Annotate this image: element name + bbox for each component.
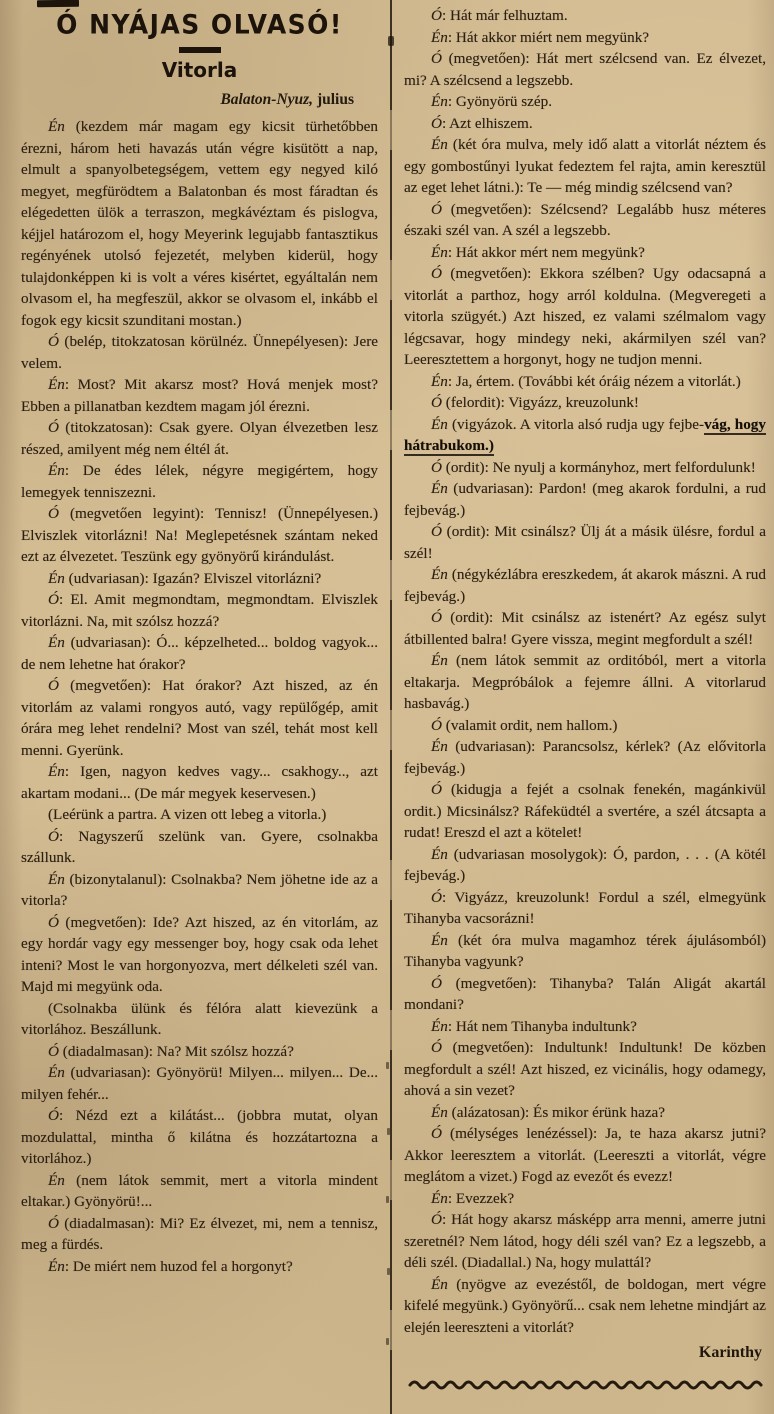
dialogue-paragraph: Én (udvariasan mosolygok): Ó, pardon, . . . (A kötél fejbevág.) [404,845,766,884]
article-title: Ó NYÁJAS OLVASÓ! [56,9,343,40]
dialogue-paragraph: Ó: Vigyázz, kreuzolunk! Fordul a szél, elmegyünk Tihanyba vacsorázni! [404,888,766,927]
ink-blob [388,36,394,46]
speaker-label: Én [431,931,448,949]
speaker-label: Ó [431,609,442,626]
dialogue-paragraph: Én (nyögve az evezéstől, de boldogan, mert végre kifelé megyünk.) Gyönyörű... csak nem lehetne mindjárt az elején leereszteni a vitorlát? [404,1275,766,1336]
dialogue-paragraph: Én: De miért nem huzod fel a horgonyt? [48,1257,293,1275]
speaker-label: Én [431,372,448,390]
speaker-label: Én [48,376,65,393]
dialogue-paragraph: Én (alázatosan): És mikor érünk haza? [431,1103,666,1121]
dialogue-paragraph: Ó (megvetően): Szélcsend? Legalább husz méteres északi szél van. A szél a legszebb. [404,200,766,239]
underlined-heavy-text: vág, hogy hátrabukom.) [404,415,766,454]
dialogue-paragraph: Én (négykézlábra ereszkedem, át akarok mászni. A rud fejbevág.) [404,566,766,605]
dialogue-paragraph: Én: Evezzek? [431,1189,515,1207]
speaker-label: Ó [431,200,442,218]
left-column-text [21,116,378,1277]
dialogue-paragraph: Én (nem látok semmit, mert a vitorla mindent eltakar.) Gyönyörü!... [21,1171,378,1210]
dialogue-paragraph: Ó (diadalmasan): Na? Mit szólsz hozzá? [48,1042,294,1060]
right-column-text [404,5,766,1338]
speaker-label: Ó [48,333,59,350]
speaker-label: Én [48,118,65,135]
dialogue-paragraph: Én: Hát nem Tihanyba indultunk? [431,1017,637,1035]
dialogue-paragraph: Ó (megvetően): Ide? Azt hiszed, az én vitorlám, az egy hordár vagy egy messenger boy, hogy csak oda lehet inteni? Most le van horgonyozva, mert délkeleti szél van. Majd mi megyünk oda. [21,913,378,995]
dialogue-paragraph: Ó: Nagyszerű szelünk van. Gyere, csolnakba szállunk. [21,827,378,866]
dialogue-paragraph: Én (két óra mulva, mely idő alatt a vitorlát néztem és egy gombostűnyi lyukat fedeztem fel rajta, amin keresztül az eget lehet látni.): Te — még mindig szélcsend van? [404,136,766,196]
speaker-label: Ó [48,1214,59,1232]
speaker-label: Én [48,870,65,888]
dialogue-paragraph: Én: Hát akkor mért nem megyünk? [431,243,645,261]
speaker-label: Én [431,28,448,46]
dialogue-paragraph: Ó (megvetően): Hát mert szélcsend van. Ez élvezet, mi? A szélcsend a legszebb. [404,50,766,89]
speaker-label: Ó [48,827,59,845]
dialogue-paragraph: Én (udvariasan): Igazán? Elviszel vitorlázni? [48,569,322,587]
dialogue-paragraph: Ó (valamit ordit, nem hallom.) [431,716,618,734]
dialogue-paragraph: Én: Ja, értem. (További két óráig nézem a vitorlát.) [431,372,741,390]
dialogue-paragraph: Ó (diadalmasan): Mi? Ez élvezet, mi, nem a tennisz, meg a fürdés. [21,1214,378,1253]
dialogue-paragraph: Ó (ordit): Mit csinálsz az istenért? Az egész sulyt átbillented balra! Gyere vissza, megint megfordult a szél! [404,609,766,648]
margin-ink-tick [387,1268,390,1275]
dialogue-paragraph: Ó (megvetően): Tihanyba? Talán Aligát akartál mondani? [404,974,766,1013]
speaker-label: Ó [48,913,59,931]
dialogue-paragraph: Ó (megvetően): Indultunk! Indultunk! De közben megfordult a szél! Azt hiszed, ez vicinális, hogy odamegy, ahová a sin vezet? [404,1039,766,1099]
speaker-label: Én [48,634,65,651]
speaker-label: Én [431,652,448,669]
column-divider-rule [390,0,392,1414]
dialogue-paragraph: Ó: Hát hogy akarsz másképp arra menni, amerre jutni szeretnél? Nem látod, hogy déli szél van? Ez a legszebb, a déli szél. (Diadallal.) Na, hogy mulattál? [404,1211,766,1271]
dialogue-paragraph: Én: Most? Mit akarsz most? Hová menjek most? Ebben a pillanatban kezdtem magam jól érezni. [21,376,378,415]
margin-ink-tick [387,1128,390,1135]
speaker-label: Én [431,1275,448,1293]
speaker-label: Ó [48,591,59,608]
speaker-label: Én [48,462,65,479]
dialogue-paragraph: Ó: Nézd ezt a kilátást... (jobbra mutat, olyan mozdulattal, mintha ő kilátna és hozzátartozna a vitorlához.) [21,1107,378,1167]
dialogue-paragraph: Én (udvariasan): Parancsolsz, kérlek? (Az elővitorla fejbevág.) [404,738,766,777]
speaker-label: Én [431,480,448,497]
speaker-label: Ó [431,781,442,798]
speaker-label: Én [431,1103,448,1121]
dialogue-paragraph: Én (udvariasan): Ó... képzelheted... boldog vagyok... de nem lehetne hat órakor? [21,634,378,673]
speaker-label: Ó [48,505,59,522]
dialogue-paragraph: Én (vigyázok. A vitorla alsó rudja ugy fejbe-vág, hogy hátrabukom.) [404,415,766,454]
speaker-label: Ó [431,1211,442,1228]
speaker-label: Ó [431,458,442,476]
dialogue-paragraph: Ó (belép, titokzatosan körülnéz. Ünnepélyesen): Jere velem. [21,333,378,372]
dialogue-paragraph: (Csolnakba ülünk és félóra alatt kievezünk a vitorlához. Beszállunk. [21,999,378,1038]
dialogue-paragraph: Én: Igen, nagyon kedves vagy... csakhogy.., azt akartam modani... (De már megyek keservesen.) [21,763,378,802]
speaker-label: Ó [431,265,442,282]
dateline-source: Balaton-Nyuz, [220,91,314,108]
speaker-label: Én [431,845,448,863]
speaker-label: Ó [431,974,442,992]
speaker-label: Én [431,136,448,153]
speaker-label: Én [48,763,65,780]
speaker-label: Én [431,93,448,110]
speaker-label: Én [48,1171,65,1189]
margin-ink-tick [386,1062,389,1069]
speaker-label: Ó [48,677,59,694]
margin-ink-tick [386,1196,389,1203]
left-column [21,0,378,1277]
dialogue-paragraph: Én (két óra mulva magamhoz térek ájulásomból) Tihanyba vagyunk? [404,931,766,970]
speaker-label: Én [431,1017,448,1035]
speaker-label: Én [431,1189,448,1207]
speaker-label: Ó [431,1039,442,1056]
dialogue-paragraph: Ó (ordit): Mit csinálsz? Ülj át a másik ülésre, fordul a szél! [404,523,766,562]
author-signature: Karinthy [698,1344,762,1361]
speaker-label: Ó [431,523,442,540]
speaker-label: Én [431,738,448,755]
dialogue-paragraph: Ó (mélységes lenézéssel): Ja, te haza akarsz jutni? Akkor leeresztem a vitorlát. (Leereszti a vitorlát, végre meglátom a vizet.) Fogd az evezőt és evezz! [404,1125,766,1185]
dateline [21,91,378,109]
dateline-month: julius [316,91,354,108]
title-divider-rule [179,47,221,53]
speaker-label: Ó [431,1125,442,1142]
dialogue-paragraph: Ó: Hát már felhuztam. [431,7,568,24]
speaker-label: Én [431,243,448,261]
speaker-label: Én [48,1257,65,1275]
speaker-label: Ó [48,1107,59,1124]
dialogue-paragraph: Ó: El. Amit megmondtam, megmondtam. Elviszlek vitorlázni. Na, mit szólsz hozzá? [21,591,378,630]
right-column [404,0,766,1392]
dialogue-paragraph: Én: Hát akkor miért nem megyünk? [431,28,650,46]
dialogue-paragraph: Én (kezdem már magam egy kicsit türhetőbben érezni, három heti havazás után végre kisütött a nap, elmult a spanyolbetegségem, vettem egy negyed kiló megyet, megfürödtem a Balatonban és most fáradtan és elégedetten ülök a terraszon, megkávéztam és pislogva, kéjjel határozom el, hogy Meyerink legujabb fantasztikus regényének utolsó fejezetét, melyben kiderül, hogy tulajdonképpen ki is volt a véres kisértet, egyáltalán nem olvasom el, ha megfeszül, akkor se olvasom el, inkább el fogok egy kicsit szunditani mostan.) [21,118,378,329]
speaker-label: Ó [431,716,442,734]
speaker-label: Ó [431,7,442,24]
dialogue-paragraph: Én (nem látok semmit az orditóból, mert a vitorla eltakarja. Megpróbálok a fejemre állni. A vitorlarud hasbavág.) [404,652,766,712]
speaker-label: Ó [431,888,442,906]
speaker-label: Én [48,1064,65,1081]
speaker-label: Ó [431,114,442,132]
dialogue-paragraph: Ó (megvetően): Hat órakor? Azt hiszed, az én vitorlám az valami rongyos autó, vagy repülőgép, amit órára meg lehet rendelni? Most van szél, tehát most kell menni. Gyerünk. [21,677,378,759]
speaker-label: Ó [431,50,442,67]
dialogue-paragraph: Ó (ordit): Ne nyulj a kormányhoz, mert felfordulunk! [431,458,756,476]
dialogue-paragraph: (Leérünk a partra. A vizen ott lebeg a vitorla.) [48,806,327,823]
article-subtitle: Vitorla [161,58,238,82]
speaker-label: Én [48,569,65,587]
dialogue-paragraph: Én (udvariasan): Gyönyörü! Milyen... milyen... De... milyen fehér... [21,1064,378,1103]
speaker-label: Én [431,415,448,433]
wavy-end-rule [407,1378,763,1392]
margin-ink-tick [386,1338,389,1345]
speaker-label: Én [431,566,448,583]
dialogue-paragraph: Én: Gyönyörü szép. [431,93,553,110]
dialogue-paragraph: Én: De édes lélek, négyre megigértem, hogy lemegyek tenniszezni. [21,462,378,501]
dialogue-paragraph: Ó (megvetően legyint): Tennisz! (Ünnepélyesen.) Elviszlek vitorlázni! Na! Meglepetésnek szántam neked ezt az élvezetet. Teszünk egy gyönyörű kirándulást. [21,505,378,565]
dialogue-paragraph: Ó (titokzatosan): Csak gyere. Olyan élvezetben lesz részed, amilyent még nem éltél át. [21,419,378,458]
dialogue-paragraph: Ó (felordit): Vigyázz, kreuzolunk! [431,394,639,411]
speaker-label: Ó [48,1042,59,1060]
dialogue-paragraph: Ó (kidugja a fejét a csolnak fenekén, magánkivül ordit.) Micsinálsz? Ráfeküdtél a svertére, a szél átcsapta a rudat! Ereszd el azt a kötelet! [404,781,766,841]
dialogue-paragraph: Ó: Azt elhiszem. [431,114,533,132]
dialogue-paragraph: Én (udvariasan): Pardon! (meg akarok fordulni, a rud fejbevág.) [404,480,766,519]
dialogue-paragraph: Ó (megvetően): Ekkora szélben? Ugy odacsapná a vitorlát a parthoz, hogy arról koldulna. (Megveregeti a vitorla szügyét.) Azt hiszed, ez valami szélmalom vagy légcsavar, hogy mindegy neki, akármilyen szél van? Leeresztettem a horgonyt, hogy ne tudjon menni. [404,265,766,368]
speaker-label: Ó [431,394,442,411]
dialogue-paragraph: Én (bizonytalanul): Csolnakba? Nem jöhetne ide az a vitorla? [21,870,378,909]
speaker-label: Ó [48,419,59,436]
